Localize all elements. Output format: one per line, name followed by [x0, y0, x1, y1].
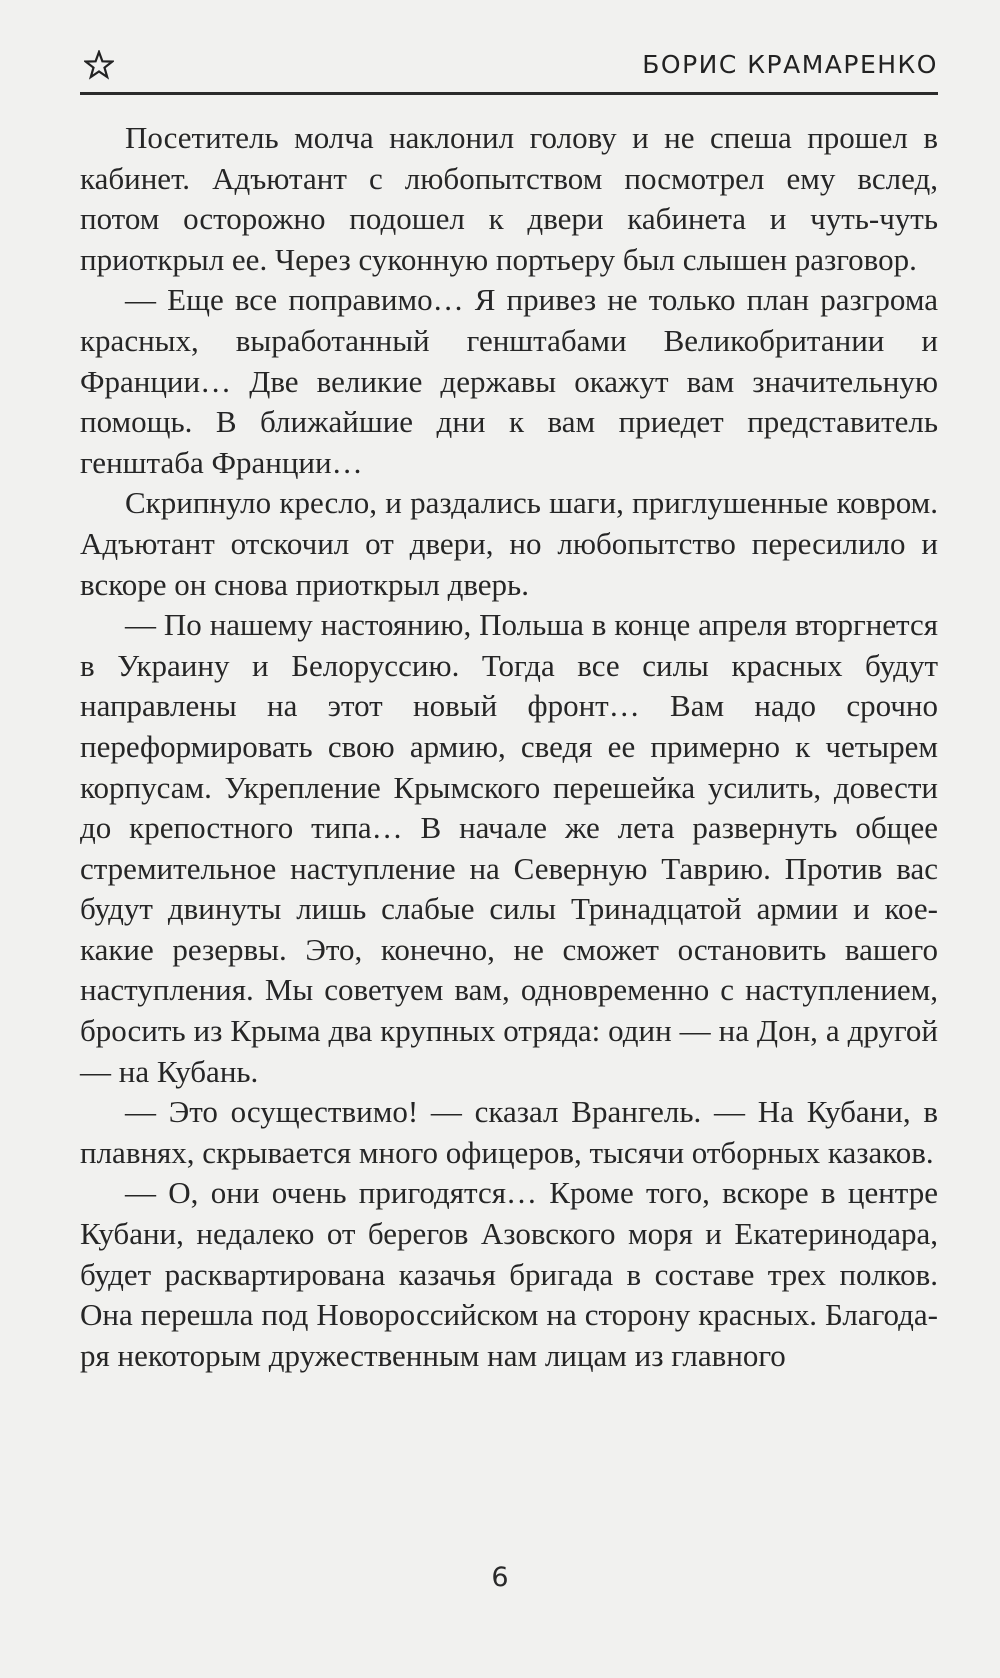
paragraph: — Это осуществимо! — сказал Врангель. — На Кубани, в плавнях, скрывается много офицеров, тысячи отборных казаков. [80, 1094, 938, 1170]
paragraph: — По нашему настоянию, Польша в конце апреля вторгнется в Украину и Белоруссию. Тогда все силы красных будут направлены на этот новый фронт… Вам надо срочно переформировать свою армию, сведя ее примерно к четырем корпусам. Укрепление Крымского перешейка усилить, довести до крепостного типа… В начале же лета развернуть общее стремительное наступление на Северную Таврию. Против вас будут двинуты лишь слабые силы Тринадцатой армии и коекакие резервы. Это, конечно, не сможет остановить вашего наступления. Мы советуем вам, одновременно с наступлением, бросить из Крыма два крупных отряда: один — на Дон, а другой — на Кубань. [80, 607, 938, 1089]
paragraph: Посетитель молча наклонил голову и не спеша прошел в кабинет. Адъютант с любопытством посмотрел ему вслед, потом осторожно подошел к двери кабинета и чуть-чуть приоткрыл ее. Через суконную портьеру был слышен разговор. [80, 120, 938, 277]
star-outline-icon [84, 50, 114, 80]
author-name: БОРИС КРАМАРЕНКО [642, 50, 938, 79]
paragraph: — Еще все поправимо… Я привез не только план разгрома красных, выработанный генштабами Великобритании и Франции… Две великие державы окажут вам значительную помощь. В ближайшие дни к вам приедет представитель генштаба Франции… [80, 282, 938, 480]
running-header [80, 44, 938, 95]
text-body [80, 118, 938, 1376]
paragraph: Скрипнуло кресло, и раздались шаги, приглушенные ковром. Адъютант отскочил от двери, но любопытство пересилило и вскоре он снова приоткрыл дверь. [80, 485, 938, 602]
paragraph: — О, они очень пригодятся… Кроме того, вскоре в центре Кубани, недалеко от берегов Азовского моря и Екатеринодара, будет расквартирована казачья бригада в составе трех полков. Она перешла под Новороссийском на сторону красных. Благодаря некоторым дружественным нам лицам из главного [80, 1175, 938, 1373]
page-number: 6 [491, 1562, 509, 1593]
